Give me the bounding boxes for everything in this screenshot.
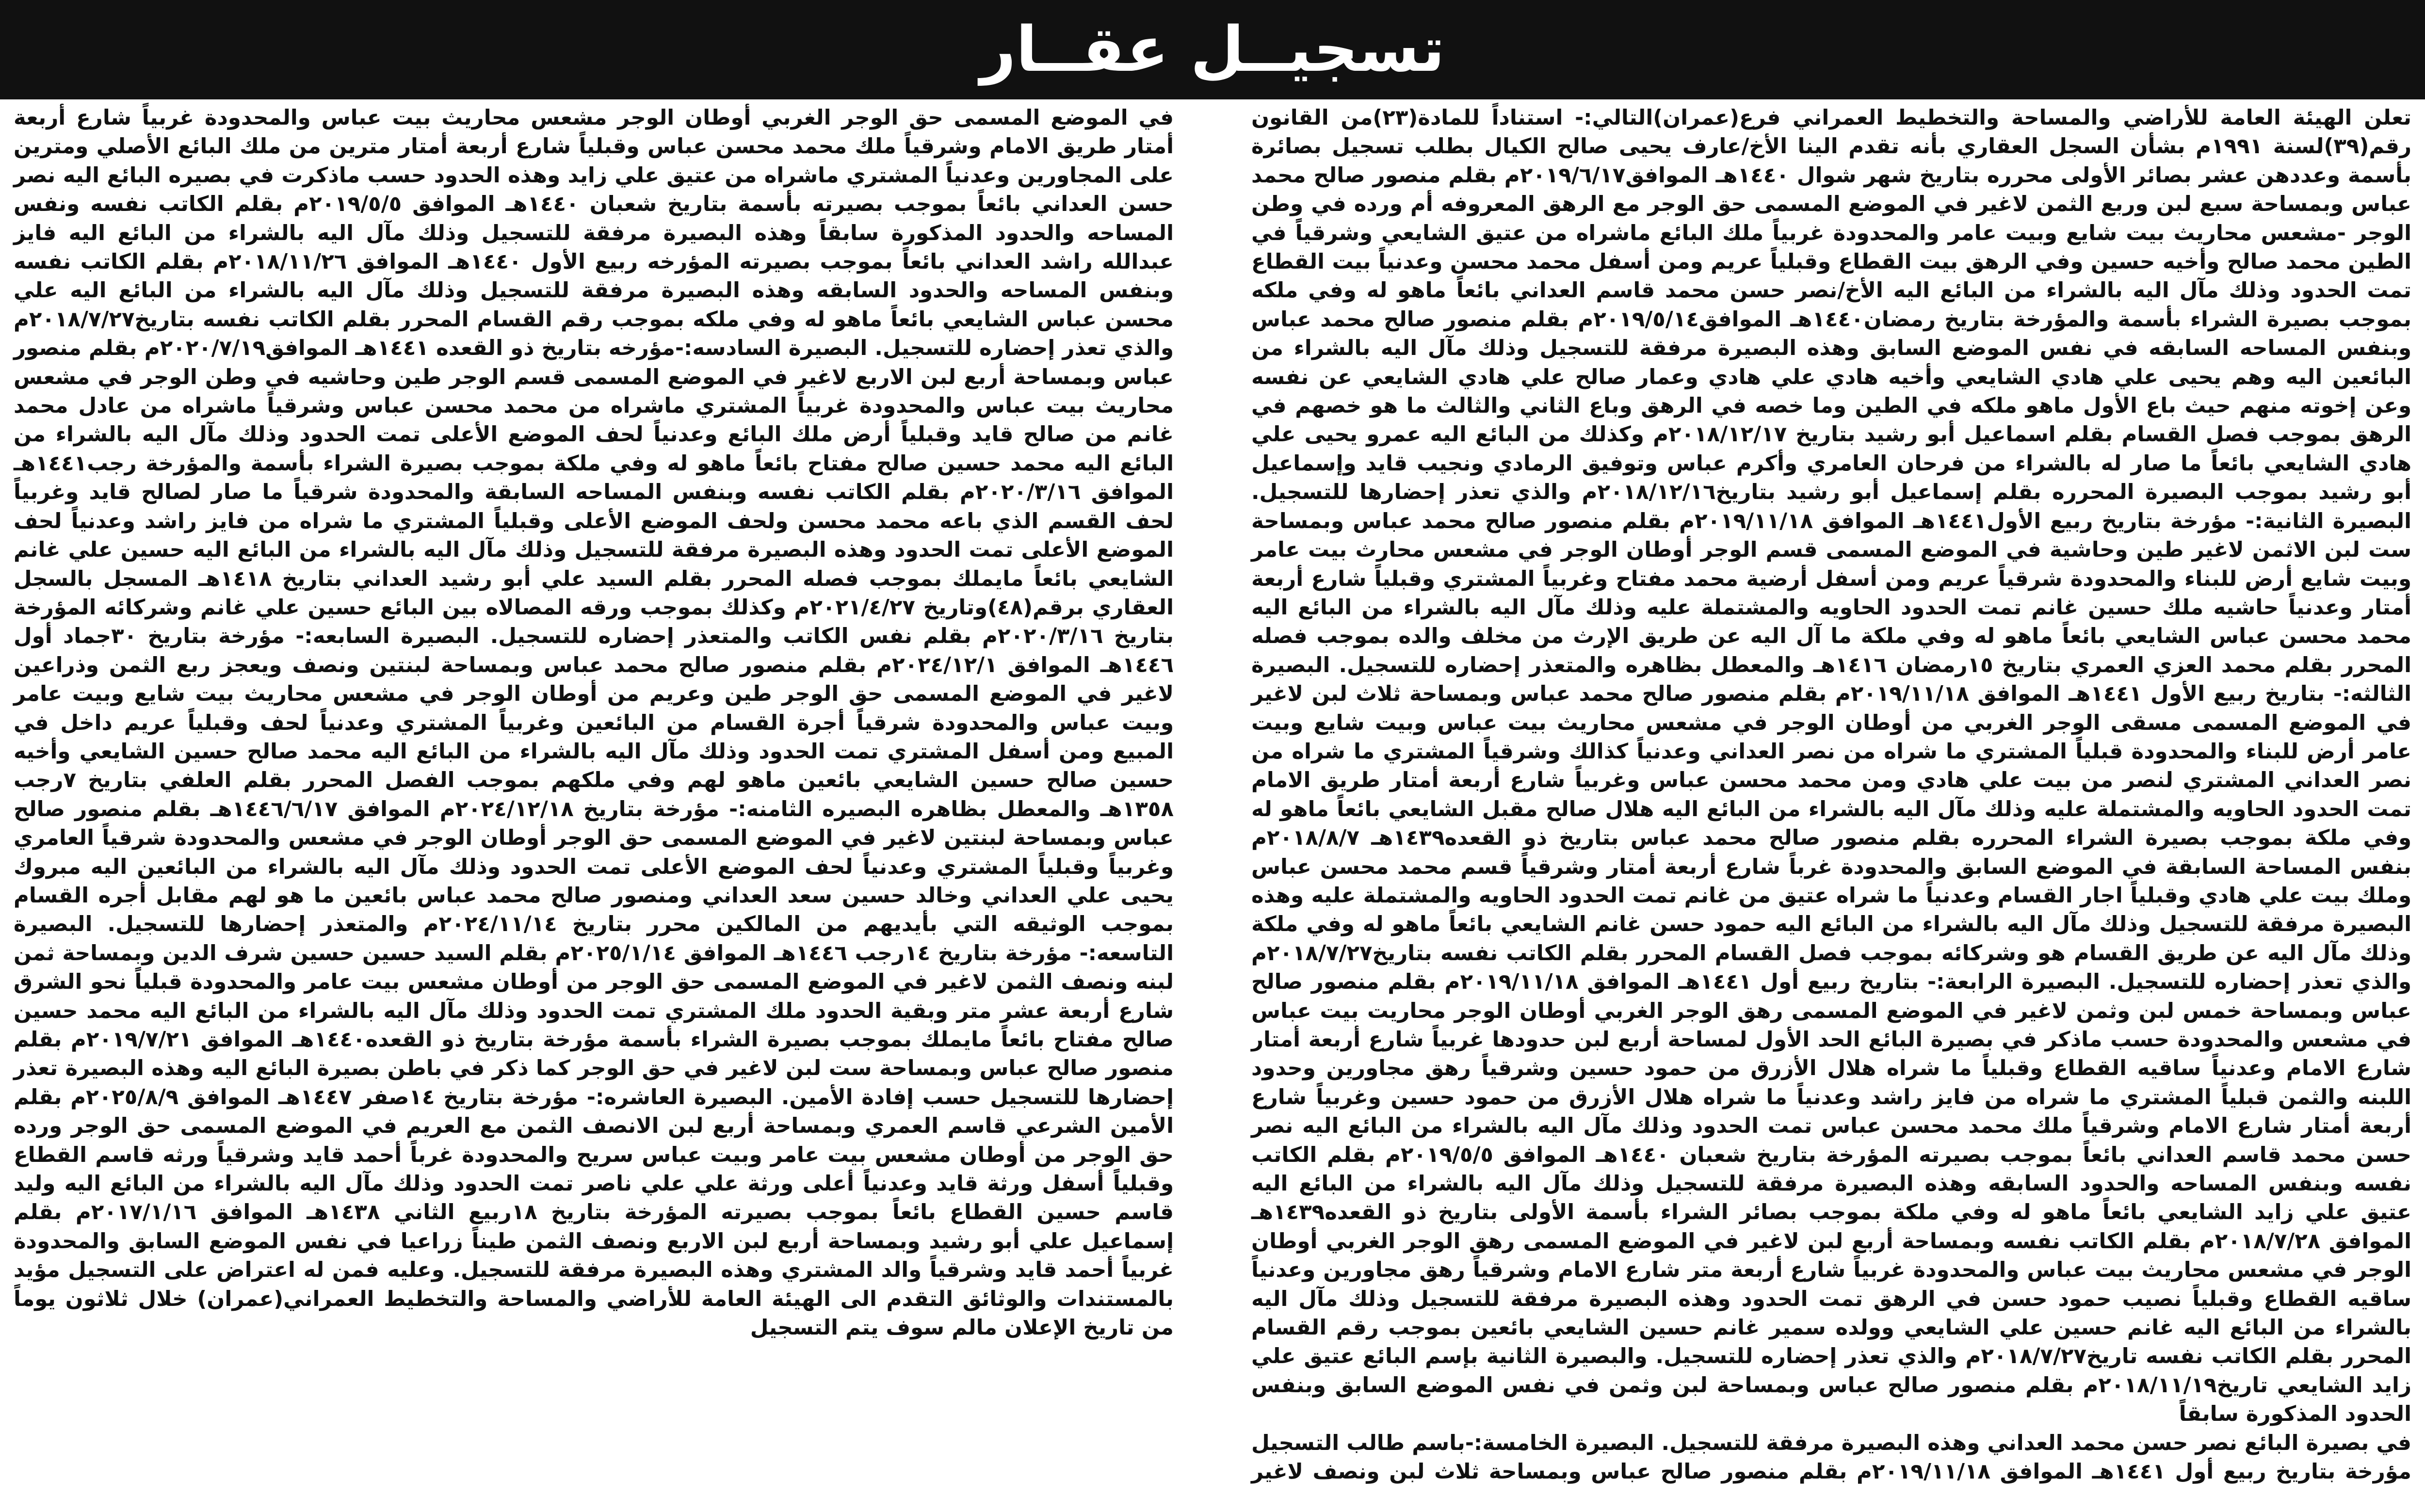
page-title: تسجيــل عقــار	[980, 14, 1445, 86]
notice-body	[14, 104, 2411, 1506]
title-bar	[0, 0, 2425, 99]
notice-paragraph: في بصيرة البائع نصر حسن محمد العداني وهذه البصيرة مرفقة للتسجيل. البصيرة الخامسة:-باسم طالب التسجيل مؤرخة بتاريخ ربيع أول ١٤٤١هـ الموافق ٢٠١٩/١١/١٨م بقلم منصور صالح عباس وبمساحة ثلاث لبن ونصف لاغير في الموضع المسمى حق الوجر الغربي أوطان الوجر مشعس محاريث بيت عباس والمحدودة غربياً شارع أربعة أمتار طريق الامام وشرقياً ملك محمد محسن عباس وقبلياً شارع أربعة أمتار مترين من ملك البائع الأصلي ومترين على المجاورين وعدنياً المشتري ماشراه من عتيق علي زايد وهذه الحدود حسب ماذكرت في بصيره البائع اليه نصر حسن العداني بائعاً بموجب بصيرته بأسمة بتاريخ شعبان ١٤٤٠هـ الموافق ٢٠١٩/٥/٥م بقلم الكاتب نفسه ونفس المساحه والحدود المذكورة سابقاً وهذه البصيرة مرفقة للتسجيل وذلك مآل اليه بالشراء من البائع اليه فايز عبدالله راشد العداني بائعاً بموجب بصيرته المؤرخه ربيع الأول ١٤٤٠هـ الموافق ٢٠١٨/١١/٢٦م بقلم الكاتب نفسه وبنفس المساحه والحدود السابقه وهذه البصيرة مرفقة للتسجيل وذلك مآل اليه بالشراء من البائع اليه علي محسن عباس الشايعي بائعاً ماهو له وفي ملكه بموجب رقم القسام المحرر بقلم الكاتب نفسه بتاريخ٢٠١٨/٧/٢٧م والذي تعذر إحضاره للتسجيل. البصيرة السادسه:-مؤرخه بتاريخ ذو القعده ١٤٤١هـ الموافق٢٠٢٠/٧/١٩م بقلم منصور عباس وبمساحة أربع لبن الاربع لاغير في الموضع المسمى قسم الوجر طين وحاشيه في وطن الوجر في مشعس محاريث بيت عباس والمحدودة غربياً المشتري ماشراه من محمد محسن عباس وشرقياً ماشراه من عادل محمد غانم من صالح قايد وقبلياً أرض ملك البائع وعدنياً لحف الموضع الأعلى تمت الحدود وذلك مآل اليه بالشراء من البائع اليه محمد حسين صالح مفتاح بائعاً ماهو له وفي ملكة بموجب بصيرة الشراء بأسمة والمؤرخة رجب١٤٤١هـ الموافق ٢٠٢٠/٣/١٦م بقلم الكاتب نفسه وبنفس المساحه السابقة والمحدودة شرقياً ما صار لصالح قايد وغربياً لحف القسم الذي باعه محمد محسن ولحف الموضع الأعلى وقبلياً المشتري ما شراه من فايز راشد وعدنياً لحف الموضع الأعلى تمت الحدود وهذه البصيرة مرفقة للتسجيل وذلك مآل اليه بالشراء من البائع اليه حسين علي غانم الشايعي بائعاً مايملك بموجب فصله المحرر بقلم السيد علي أبو رشيد العداني بتاريخ ١٤١٨هـ المسجل بالسجل العقاري برقم(٤٨)وتاريخ ٢٠٢١/٤/٢٧م وكذلك بموجب ورقه المصالاه بين البائع حسين علي غانم وشركائه المؤرخة بتاريخ ٢٠٢٠/٣/١٦م بقلم نفس الكاتب والمتعذر إحضاره للتسجيل. البصيرة السابعه:- مؤرخة بتاريخ ٣٠جماد أول ١٤٤٦هـ الموافق ٢٠٢٤/١٢/١م بقلم منصور صالح محمد عباس وبمساحة لبنتين ونصف ويعجز ربع الثمن وذراعين لاغير في الموضع المسمى حق الوجر طين وعريم من أوطان الوجر في مشعس محاريث بيت شايع وبيت عامر وبيت عباس والمحدودة شرقياً أجرة القسام من البائعين وغربياً المشتري وعدنياً لحف وقبلياً عريم داخل في المبيع ومن أسفل المشتري تمت الحدود وذلك مآل اليه بالشراء من البائع اليه محمد صالح حسين الشايعي وأخيه حسين صالح حسين الشايعي بائعين ماهو لهم وفي ملكهم بموجب الفصل المحرر بقلم العلفي بتاريخ ٧رجب ١٣٥٨هـ والمعطل بظاهره البصيره الثامنه:- مؤرخة بتاريخ ٢٠٢٤/١٢/١٨م الموافق ١٤٤٦/٦/١٧هـ بقلم منصور صالح عباس وبمساحة لبنتين لاغير في الموضع المسمى حق الوجر أوطان الوجر في مشعس والمحدودة شرقياً العامري وغربياً وقبلياً المشتري وعدنياً لحف الموضع الأعلى تمت الحدود وذلك مآل اليه بالشراء من البائعين اليه مبروك يحيى علي العداني وخالد حسين سعد العداني ومنصور صالح محمد عباس بائعين ما هو لهم مقابل أجره القسام بموجب الوثيقه التي بأيديهم من المالكين محرر بتاريخ ٢٠٢٤/١١/١٤م والمتعذر إحضارها للتسجيل. البصيرة التاسعه:- مؤرخة بتاريخ ١٤رجب ١٤٤٦هـ الموافق ٢٠٢٥/١/١٤م بقلم السيد حسين حسين شرف الدين وبمساحة ثمن لبنه ونصف الثمن لاغير في الموضع المسمى حق الوجر من أوطان مشعس بيت عامر والمحدودة قبلياً نحو الشرق شارع أربعة عشر متر وبقية الحدود ملك المشتري تمت الحدود وذلك مآل اليه بالشراء من البائع اليه محمد حسين صالح مفتاح بائعاً مايملك بموجب بصيرة الشراء بأسمة مؤرخة بتاريخ ذو القعده١٤٤٠هـ الموافق ٢٠١٩/٧/٢١م بقلم منصور صالح عباس وبمساحة ست لبن لاغير في حق الوجر كما ذكر في باطن بصيرة البائع اليه وهذه البصيرة تعذر إحضارها للتسجيل حسب إفادة الأمين. البصيرة العاشره:- مؤرخة بتاريخ ١٤صفر ١٤٤٧هـ الموافق ٢٠٢٥/٨/٩م بقلم الأمين الشرعي قاسم العمري وبمساحة أربع لبن الانصف الثمن مع العريم في الموضع المسمى حق الوجر ورده حق الوجر من أوطان مشعس بيت عامر وبيت عباس سريح والمحدودة غرباً أحمد قايد وشرقياً ورثه قاسم القطاع وقبلياً أسفل ورثة قايد وعدنياً أعلى ورثة علي علي ناصر تمت الحدود وذلك مآل اليه بالشراء من البائع اليه وليد قاسم حسين القطاع بائعاً بموجب بصيرته المؤرخة بتاريخ ١٨ربيع الثاني ١٤٣٨هـ الموافق ٢٠١٧/١/١٦م بقلم إسماعيل علي أبو رشيد وبمساحة أربع لبن الاربع ونصف الثمن طيناً زراعيا في نفس الموضع السابق والمحدودة غربياً أحمد قايد وشرقياً والد المشتري وهذه البصيرة مرفقة للتسجيل. وعليه فمن له اعتراض على التسجيل مؤيد بالمستندات والوثائق التقدم الى الهيئة العامة للأراضي والمساحة والتخطيط العمراني(عمران) خلال ثلاثون يوماً من تاريخ الإعلان مالم سوف يتم التسجيل	[14, 106, 2411, 1484]
notice-paragraph: تعلن الهيئة العامة للأراضي والمساحة والتخطيط العمراني فرع(عمران)التالي:- استناداً للمادة(٢٣)من القانون رقم(٣٩)لسنة ١٩٩١م بشأن السجل العقاري بأنه تقدم الينا الأخ/عارف يحيى صالح الكيال بطلب تسجيل بصائرة بأسمة وعددهن عشر بصائر الأولى محرره بتاريخ شهر شوال ١٤٤٠هـ الموافق٢٠١٩/٦/١٧م بقلم منصور صالح محمد عباس وبمساحة سبع لبن وربع الثمن لاغير في الموضع المسمى حق الوجر مع الرهق المعروفه أم ورده في وطن الوجر -مشعس محاريث بيت شايع وبيت عامر والمحدودة غربياً ملك البائع ماشراه من عتيق الشايعي وشرقياً في الطين محمد صالح وأخيه حسين وفي الرهق بيت القطاع وقبلياً عريم ومن أسفل محمد محسن وعدنياً بيت القطاع تمت الحدود وذلك مآل اليه بالشراء من البائع اليه الأخ/نصر حسن محمد قاسم العداني بائعاً ماهو له وفي ملكه بموجب بصيرة الشراء بأسمة والمؤرخة بتاريخ رمضان١٤٤٠هـ الموافق٢٠١٩/٥/١٤م بقلم منصور صالح محمد عباس وبنفس المساحه السابقه في نفس الموضع السابق وهذه البصيرة مرفقة للتسجيل وذلك مآل اليه بالشراء من البائعين اليه وهم يحيى علي هادي الشايعي وأخيه هادي علي هادي وعمار صالح علي هادي الشايعي عن نفسه وعن إخوته منهم حيث باع الأول ماهو ملكه في الطين وما خصه في الرهق وباع الثاني والثالث ما هو خصهم في الرهق بموجب فصل القسام بقلم اسماعيل أبو رشيد بتاريخ ٢٠١٨/١٢/١٧م وكذلك من البائع اليه عمرو يحيى علي هادي الشايعي بائعاً ما صار له بالشراء من فرحان العامري وأكرم عباس وتوفيق الرمادي ونجيب قايد وإسماعيل أبو رشيد بموجب البصيرة المحرره بقلم إسماعيل أبو رشيد بتاريخ٢٠١٨/١٢/١٦م والذي تعذر إحضارها للتسجيل. البصيرة الثانية:- مؤرخة بتاريخ ربيع الأول١٤٤١هـ الموافق ٢٠١٩/١١/١٨م بقلم منصور صالح محمد عباس وبمساحة ست لبن الاثمن لاغير طين وحاشية في الموضع المسمى قسم الوجر أوطان الوجر في مشعس محارث بيت عامر وبيت شايع أرض للبناء والمحدودة شرقياً عريم ومن أسفل أرضية محمد مفتاح وغربياً المشتري وقبلياً شارع أربعة أمتار وعدنياً حاشيه ملك حسين غانم تمت الحدود الحاويه والمشتملة عليه وذلك مآل اليه بالشراء من البائع اليه محمد محسن عباس الشايعي بائعاً ماهو له وفي ملكة ما آل اليه عن طريق الإرث من مخلف والده بموجب فصله المحرر بقلم محمد العزي العمري بتاريخ ١٥رمضان ١٤١٦هـ والمعطل بظاهره والمتعذر إحضاره للتسجيل. البصيرة الثالثه:- بتاريخ ربيع الأول ١٤٤١هـ الموافق ٢٠١٩/١١/١٨م بقلم منصور صالح محمد عباس وبمساحة ثلاث لبن لاغير في الموضع المسمى مسقى الوجر الغربي من أوطان الوجر في مشعس محاريث بيت عباس وبيت شايع وبيت عامر أرض للبناء والمحدودة قبلياً المشتري ما شراه من نصر العداني وعدنياً كذالك وشرقياً المشتري ما شراه من نصر العداني المشتري لنصر من بيت علي هادي ومن محمد محسن عباس وغربياً شارع أربعة أمتار طريق الامام تمت الحدود الحاويه والمشتملة عليه وذلك مآل اليه بالشراء من البائع اليه هلال صالح مقبل الشايعي بائعاً ماهو له وفي ملكة بموجب بصيرة الشراء المحرره بقلم منصور صالح محمد عباس بتاريخ ذو القعده١٤٣٩هـ ٢٠١٨/٨/٧م بنفس المساحة السابقة في الموضع السابق والمحدودة غرباً شارع أربعة أمتار وشرقياً قسم محمد محسن عباس وملك بيت علي هادي وقبلياً اجار القسام وعدنياً ما شراه عتيق من غانم تمت الحدود الحاويه والمشتملة عليه وهذه البصيرة مرفقة للتسجيل وذلك مآل اليه بالشراء من البائع اليه حمود حسن غانم الشايعي بائعاً ماهو له وفي ملكة وذلك مآل اليه عن طريق القسام هو وشركائه بموجب فصل القسام المحرر بقلم الكاتب نفسه بتاريخ٢٠١٨/٧/٢٧م والذي تعذر إحضاره للتسجيل. البصيرة الرابعة:- بتاريخ ربيع أول ١٤٤١هـ الموافق ٢٠١٩/١١/١٨م بقلم منصور صالح عباس وبمساحة خمس لبن وثمن لاغير في الموضع المسمى رهق الوجر الغربي أوطان الوجر محاريت بيت عباس في مشعس والمحدودة حسب ماذكر في بصيرة البائع الحد الأول لمساحة أربع لبن حدودها غربياً شارع أربعة أمتار شارع الامام وعدنياً ساقيه القطاع وقبلياً ما شراه هلال الأزرق من حمود حسين وشرقياً رهق مجاورين وحدود اللبنه والثمن قبلياً المشتري ما شراه من فايز راشد وعدنياً ما شراه هلال الأزرق من حمود حسين وغربياً شارع أربعة أمتار شارع الامام وشرقياً ملك محمد محسن عباس تمت الحدود وذلك مآل اليه بالشراء من البائع اليه نصر حسن محمد قاسم العداني بائعاً بموجب بصيرته المؤرخة بتاريخ شعبان ١٤٤٠هـ الموافق ٢٠١٩/٥/٥م بقلم الكاتب نفسه وبنفس المساحه والحدود السابقه وهذه البصيرة مرفقة للتسجيل وذلك مآل اليه بالشراء من البائع اليه عتيق علي زايد الشايعي بائعاً ماهو له وفي ملكة بموجب بصائر الشراء بأسمة الأولى بتاريخ ذو القعده١٤٣٩هـ الموافق ٢٠١٨/٧/٢٨م بقلم الكاتب نفسه وبمساحة أربع لبن لاغير في الموضع المسمى رهق الوجر الغربي أوطان الوجر في مشعس محاريث بيت عباس والمحدودة غربياً شارع أربعة متر شارع الامام وشرقياً رهق مجاورين وعدنياً ساقيه القطاع وقبلياً نصيب حمود حسن في الرهق تمت الحدود وهذه البصيرة مرفقة للتسجيل وذلك مآل اليه بالشراء من البائع اليه غانم حسين علي الشايعي وولده سمير غانم حسين الشايعي بائعين بموجب رقم القسام المحرر بقلم الكاتب نفسه تاريخ٢٠١٨/٧/٢٧م والذي تعذر إحضاره للتسجيل. والبصيرة الثانية بإسم البائع عتيق علي زايد الشايعي تاريخ٢٠١٨/١١/١٩م بقلم منصور صالح عباس وبمساحة لبن وثمن في نفس الموضع السابق وبنفس الحدود المذكورة سابقاً	[1251, 106, 2412, 1427]
